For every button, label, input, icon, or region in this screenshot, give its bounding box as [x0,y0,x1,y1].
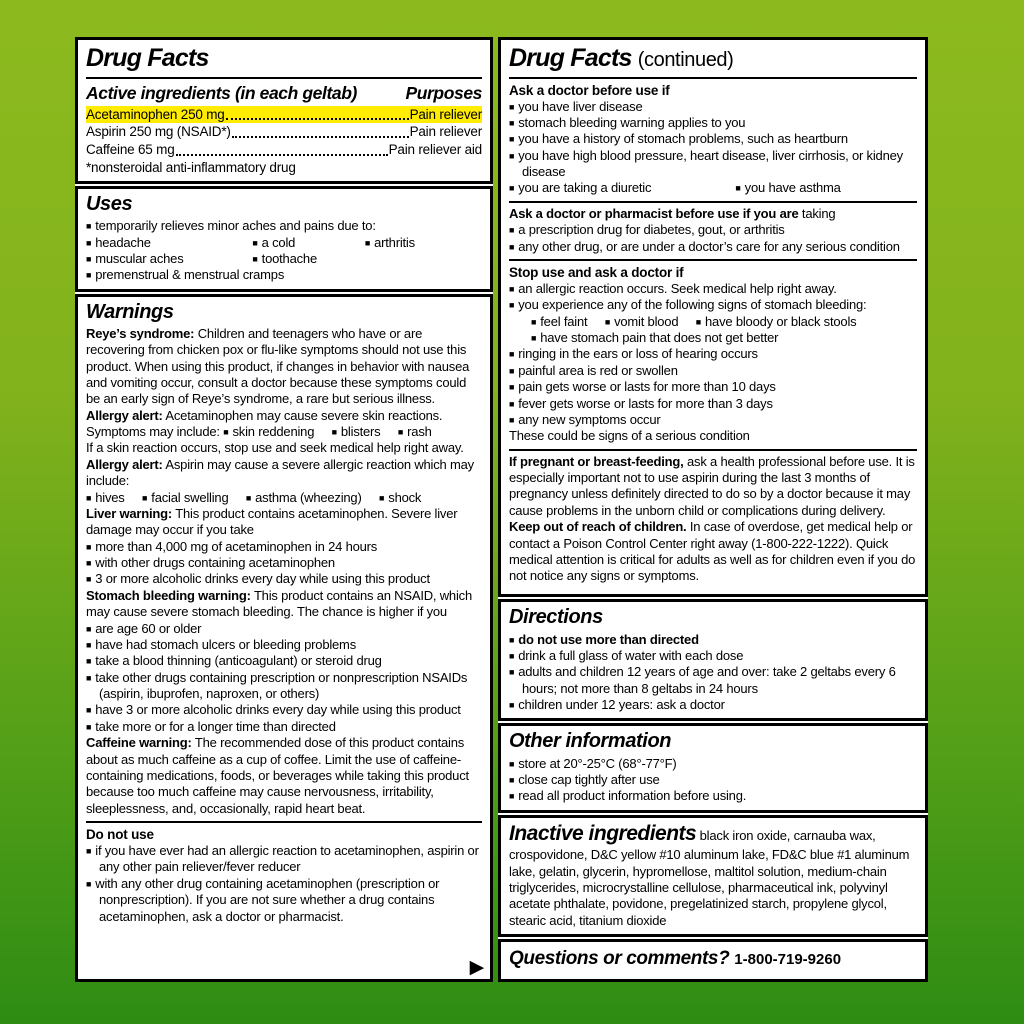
bullet-item: ■ a cold [252,235,361,251]
caffeine-warning-paragraph [86,735,482,817]
section-divider [509,201,917,203]
bullet-item: ■ if you have ever had an allergic reaction to acetaminophen, aspirin or any other pain reliever/fever reducer [86,843,482,876]
other-information-box [498,723,928,812]
bullet-item: ■ you have high blood pressure, heart disease, liver cirrhosis, or kidney disease [509,148,917,181]
section-divider [86,821,482,823]
inactive-ingredients-text: black iron oxide, carnauba wax, crospovidone, D&C yellow #10 aluminum lake, FD&C blue #1 aluminum lake, gelatin, glycerin, hypromellose, maltitol solution, medium-chain triglycerides, microcrystalline cellulose, pharmaceutical ink, polyvinyl acetate phthalate, povidone, pregelatinized starch, propylene glycol, stearic acid, titanium dioxide [509,827,910,928]
reye-syndrome-paragraph [86,326,482,408]
bullet-item: ■ take more or for a longer time than directed [86,719,482,735]
ask-pharmacist-title-bold: Ask a doctor or pharmacist before use if you are [509,205,799,221]
title-divider [86,77,482,79]
uses-title: Uses [86,192,133,215]
stomach-bleeding-paragraph [86,588,482,621]
drug-facts-title-text: Drug Facts [509,44,632,72]
liver-text: This product contains acetaminophen. Severe liver damage may occur if you take [86,505,458,538]
bullet-item: ■ you are taking a diuretic [509,180,732,196]
pregnancy-lead: If pregnant or breast-feeding, [509,453,684,469]
reye-text: Children and teenagers who have or are recovering from chicken pox or flu-like symptoms should not use this product. When using this product, if changes in behavior with nausea and vomiting occur, consult a doctor because these symptoms could be an early sign of Reye’s syndrome, a rare but serious illness. [86,325,470,407]
bullet-item: ■ close cap tightly after use [509,772,917,788]
bullet-item: ■ facial swelling [142,490,228,506]
drug-facts-continued-title [509,43,917,75]
bullet-item: ■ children under 12 years: ask a doctor [509,697,917,713]
inactive-ingredients-box [498,815,928,937]
bullet-item: ■ you have asthma [735,180,840,196]
bullet-item: ■ arthritis [365,235,415,251]
pregnancy-text: ask a health professional before use. It is especially important not to use aspirin during the last 3 months of pregnancy unless definitely directed to do so by a doctor because it may cause problems in the unborn child or complications during delivery. [509,453,915,518]
ingredient-purpose: Pain reliever [409,106,482,122]
inactive-ingredients-paragraph [509,821,917,929]
bullet-item: ■ you have a history of stomach problems, such as heartburn [509,131,917,147]
bullet-item: ■ asthma (wheezing) [246,490,362,506]
ingredient-purpose: Pain reliever [409,124,482,140]
ingredient-purpose: Pain reliever aid [388,142,482,158]
bullet-item: ■ 3 or more alcoholic drinks every day while using this product [86,571,482,587]
bullet-item: ■ ringing in the ears or loss of hearing occurs [509,346,917,362]
pregnancy-paragraph [509,454,917,520]
title-divider [509,77,917,79]
bullet-item: ■ drink a full glass of water with each dose [509,648,917,664]
drug-facts-panel-left [75,37,493,982]
active-ingredients-label: Active ingredients (in each geltab) [86,82,357,103]
bullet-item: ■ any other drug, or are under a doctor’s care for any serious condition [509,239,917,255]
section-divider [509,449,917,451]
stomach-bleeding-signs-row [531,314,917,330]
drug-facts-panel-right [498,37,928,982]
active-ingredients-header [86,82,482,104]
bullet-item: ■ fever gets worse or lasts for more than 3 days [509,396,917,412]
bullet-item: ■ store at 20°-25°C (68°-77°F) [509,756,917,772]
uses-box [75,186,493,292]
bullet-item: ■ headache [86,235,249,251]
warnings-title: Warnings [86,300,174,323]
allergy-alert-acetaminophen [86,408,482,441]
keep-out-text: In case of overdose, get medical help or contact a Poison Control Center right away (1-800-222-1222). Quick medical attention is critical for adults as well as for children even if you do not notice any signs or symptoms. [509,519,916,584]
ingredient-name: Acetaminophen 250 mg [86,106,225,122]
continued-arrow-icon: ▶ [469,957,484,978]
bullet-item: ■ feel faint [531,314,587,330]
continued-suffix: (continued) [637,49,734,71]
ask-doctor-title: Ask a doctor before use if [509,82,670,98]
bullet-item: ■ skin reddening [223,424,314,440]
bullet-item: ■ have 3 or more alcoholic drinks every day while using this product [86,702,482,718]
bullet-item: ■ an allergic reaction occurs. Seek medical help right away. [509,281,917,297]
ingredient-name: Caffeine 65 mg [86,142,175,158]
bullet-item: ■ toothache [252,251,317,267]
bullet-item: ■ hives [86,490,125,506]
bullet-item: ■ stomach bleeding warning applies to you [509,115,917,131]
liver-warning-paragraph [86,506,482,539]
dot-leader [176,154,388,156]
directions-title: Directions [509,606,603,629]
purposes-label: Purposes [405,82,482,103]
bullet-item: ■ vomit blood [605,314,679,330]
directions-box [498,599,928,721]
bullet-item: ■ take other drugs containing prescription or nonprescription NSAIDs (aspirin, ibuprofen, naproxen, or others) [86,670,482,703]
bullet-item: ■ have had stomach ulcers or bleeding problems [86,637,482,653]
caffeine-text: The recommended dose of this product contains about as much caffeine as a cup of coffee. Limit the use of caffeine-containing medications, foods, or beverages while taking this product because too much caffeine may cause nervousness, irritability, sleeplessness, and, occasionally, rapid heart beat. [86,735,469,816]
bullet-item: ■ blisters [332,424,381,440]
stomach-lead: Stomach bleeding warning: [86,587,251,603]
warnings-box [75,294,493,982]
bullet-item: ■ with any other drug containing acetaminophen (prescription or nonprescription). If you are not sure whether a drug contains acetaminophen, ask a doctor or pharmacist. [86,876,482,925]
allergy-after-text: If a skin reaction occurs, stop use and seek medical help right away. [86,440,464,456]
ask-pharmacist-title [509,206,917,222]
questions-title: Questions or comments? [509,948,730,970]
bullet-item: ■ you have liver disease [509,99,917,115]
uses-row-1 [86,235,482,251]
bullet-item: ■ take a blood thinning (anticoagulant) or steroid drug [86,653,482,669]
questions-phone: 1-800-719-9260 [734,951,842,969]
allergy-symptoms-row [86,490,482,506]
bullet-item: ■ premenstrual & menstrual cramps [86,267,482,283]
bullet-item: ■ rash [398,424,432,440]
questions-row [509,945,917,974]
active-ingredients-box [75,37,493,184]
bullet-item: ■ with other drugs containing acetaminophen [86,555,482,571]
bullet-item: ■ more than 4,000 mg of acetaminophen in 24 hours [86,539,482,555]
other-information-title: Other information [509,730,672,753]
allergy-text: Aspirin may cause a severe allergic reaction which may include: [86,456,474,489]
questions-box [498,939,928,982]
uses-row-2 [86,251,482,267]
bullet-item: ■ read all product information before using. [509,788,917,804]
continued-box [498,37,928,597]
liver-lead: Liver warning: [86,505,173,521]
allergy-text: Acetaminophen may cause severe skin reactions. Symptoms may include: [86,407,443,440]
bullet-item: ■ painful area is red or swollen [509,363,917,379]
dot-leader [232,136,409,138]
nsaid-footnote: *nonsteroidal anti-inflammatory drug [86,159,296,175]
bullet-item: ■ pain gets worse or lasts for more than 10 days [509,379,917,395]
ingredient-row-caffeine [86,141,482,159]
dot-leader [226,118,409,120]
bullet-item: ■ you experience any of the following signs of stomach bleeding: [509,297,917,313]
drug-facts-title: Drug Facts [86,44,209,72]
ingredient-row-acetaminophen [86,106,482,124]
inactive-ingredients-title: Inactive ingredients [509,821,697,845]
stop-use-title: Stop use and ask a doctor if [509,264,684,280]
stop-use-footer: These could be signs of a serious condition [509,428,750,444]
bullet-item: ■ a prescription drug for diabetes, gout, or arthritis [509,222,917,238]
do-not-use-title: Do not use [86,827,154,843]
keep-out-lead: Keep out of reach of children. [509,519,687,535]
caffeine-lead: Caffeine warning: [86,735,192,751]
ask-doctor-row [509,180,917,196]
bullet-item: ■ shock [379,490,421,506]
ask-pharmacist-title-rest: taking [801,205,836,221]
bullet-item: ■ do not use more than directed [509,632,917,648]
bullet-item: ■ have stomach pain that does not get better [531,330,917,346]
bullet-item: ■ are age 60 or older [86,621,482,637]
keep-out-of-reach-paragraph [509,519,917,585]
ingredient-row-aspirin [86,123,482,141]
allergy-alert-aspirin [86,457,482,490]
reye-lead: Reye’s syndrome: [86,325,195,341]
bullet-item: ■ muscular aches [86,251,249,267]
bullet-item: ■ temporarily relieves minor aches and pains due to: [86,218,482,234]
bullet-item: ■ any new symptoms occur [509,412,917,428]
stomach-text: This product contains an NSAID, which may cause severe stomach bleeding. The chance is higher if you [86,587,472,620]
allergy-lead: Allergy alert: [86,456,163,472]
allergy-lead: Allergy alert: [86,407,163,423]
bullet-item: ■ have bloody or black stools [696,314,857,330]
ingredient-name: Aspirin 250 mg (NSAID*) [86,124,231,140]
bullet-item: ■ adults and children 12 years of age and over: take 2 geltabs every 6 hours; not more than 8 geltabs in 24 hours [509,664,917,697]
section-divider [509,259,917,261]
